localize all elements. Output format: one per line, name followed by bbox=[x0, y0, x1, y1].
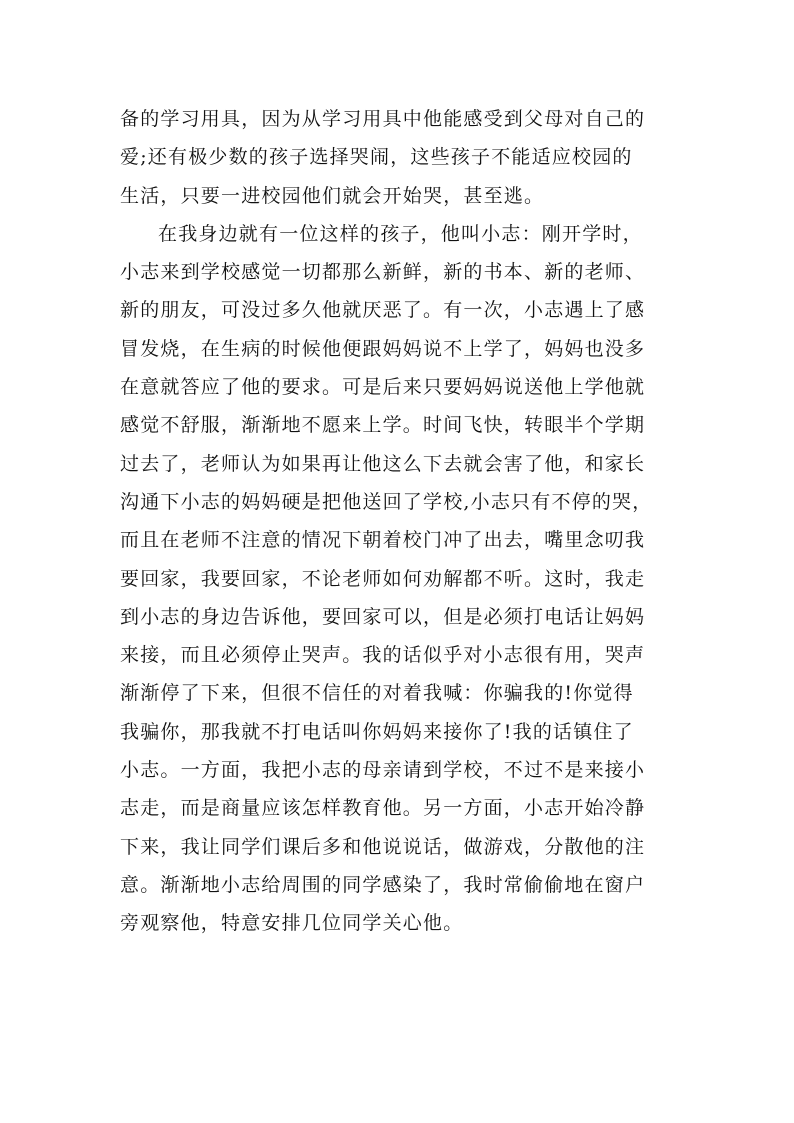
text-line: 旁观察他，特意安排几位同学关心他。 bbox=[120, 912, 464, 935]
text-line: 爱;还有极少数的孩子选择哭闹，这些孩子不能适应校园的 bbox=[120, 146, 633, 169]
text-line: 而且在老师不注意的情况下朝着校门冲了出去，嘴里念叨我 bbox=[120, 529, 646, 552]
paragraph-first-line: 在我身边就有一位这样的孩子，他叫小志：刚开学时， bbox=[158, 222, 643, 245]
text-line: 到小志的身边告诉他，要回家可以，但是必须打电话让妈妈 bbox=[120, 605, 646, 628]
text-line: 要回家，我要回家，不论老师如何劝解都不听。这时，我走 bbox=[120, 567, 646, 590]
text-line: 意。渐渐地小志给周围的同学感染了，我时常偷偷地在窗户 bbox=[120, 873, 646, 896]
text-line: 备的学习用具，因为从学习用具中他能感受到父母对自己的 bbox=[120, 108, 646, 130]
text-line: 志走，而是商量应该怎样教育他。另一方面，小志开始冷静 bbox=[120, 797, 646, 820]
text-line: 感觉不舒服，渐渐地不愿来上学。时间飞快，转眼半个学期 bbox=[120, 414, 646, 437]
text-line: 渐渐停了下来，但很不信任的对着我喊：你骗我的!你觉得 bbox=[120, 682, 634, 705]
text-line: 过去了，老师认为如果再让他这么下去就会害了他，和家长 bbox=[120, 452, 646, 475]
document-page bbox=[120, 100, 680, 943]
text-line: 新的朋友，可没过多久他就厌恶了。有一次，小志遇上了感 bbox=[120, 299, 646, 322]
text-line: 下来，我让同学们课后多和他说说话，做游戏，分散他的注 bbox=[120, 835, 646, 858]
text-line: 沟通下小志的妈妈硬是把他送回了学校,小志只有不停的哭， bbox=[120, 490, 653, 513]
text-line: 在意就答应了他的要求。可是后来只要妈妈说送他上学他就 bbox=[120, 376, 646, 399]
text-line: 来接，而且必须停止哭声。我的话似乎对小志很有用，哭声 bbox=[120, 644, 646, 667]
text-line: 小志来到学校感觉一切都那么新鲜，新的书本、新的老师、 bbox=[120, 261, 646, 284]
text-line: 小志。一方面，我把小志的母亲请到学校，不过不是来接小 bbox=[120, 759, 646, 782]
text-line: 生活，只要一进校园他们就会开始哭，甚至逃。 bbox=[120, 184, 545, 207]
text-line: 冒发烧，在生病的时候他便跟妈妈说不上学了，妈妈也没多 bbox=[120, 337, 646, 360]
text-line: 我骗你，那我就不打电话叫你妈妈来接你了!我的话镇住了 bbox=[120, 720, 634, 743]
